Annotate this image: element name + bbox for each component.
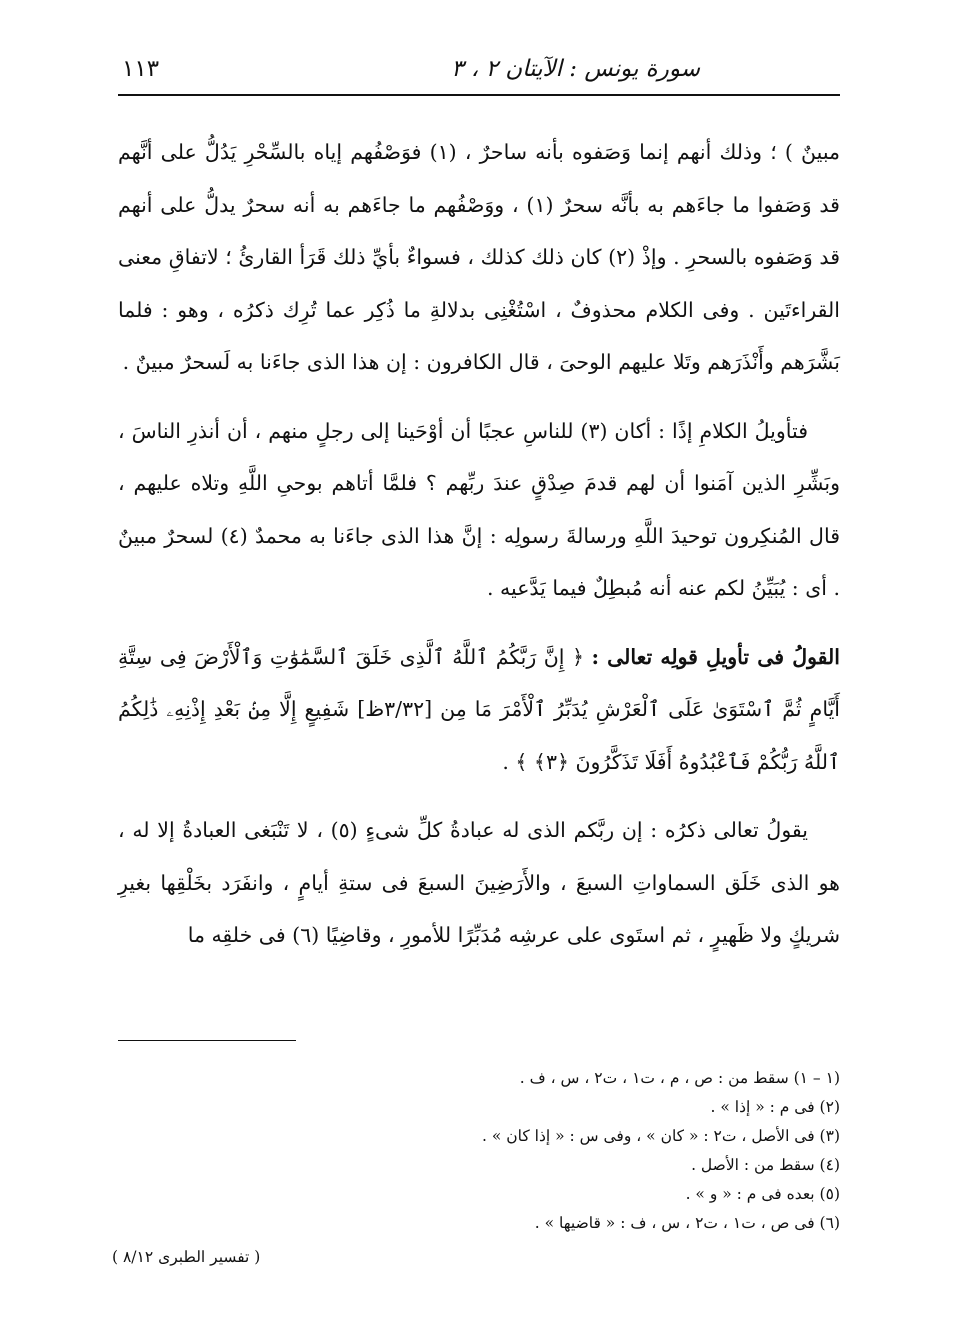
volume-signature: ( تفسير الطبرى ٨/١٢ ) xyxy=(112,1248,261,1266)
footnote-3: (٣) فى الأصل ، ت٢ : « كان » ، وفى س : « إذا كان » . xyxy=(481,1127,840,1145)
footnote-1: (١ – ١) سقط من : ص ، م ، ت١ ، ت٢ ، س ، ف . xyxy=(519,1069,840,1087)
section-heading: القولُ فى تأويلِ قولِه تعالى : xyxy=(591,644,840,669)
quran-verse: ﴿ إِنَّ رَبَّكُمُ ٱللَّهُ ٱلَّذِى خَلَقَ ٱلسَّمَٰوَٰتِ وَٱلْأَرْضَ فِى سِتَّةِ أَيَّامٍ ثُمَّ ٱسْتَوَىٰ عَلَى ٱلْعَرْشِ يُدَبِّرُ ٱلْأَمْرَ مَا مِن [٣/٣٢ظ] شَفِيعٍ إِلَّا مِنۢ بَعْدِ إِذْنِهِۦ ذَٰلِكُمُ ٱللَّهُ رَبُّكُمْ فَٱعْبُدُوهُ أَفَلَا تَذَكَّرُونَ ﴿٣﴾ ﴾ . xyxy=(118,644,840,774)
paragraph-2: فتأويلُ الكلامِ إذًا : أكان (٣) للناسِ عجبًا أن أوْحَينا إلى رجلٍ منهم ، أن أنذرِ الناسَ ، وبَشِّرِ الذين آمَنوا أن لهم قدمَ صِدْقٍ عندَ ربِّهم ؟ فلمَّا أتاهم بوحىِ اللَّهِ وتلاه عليهم ، قال المُنكِرون توحيدَ اللَّهِ ورسالةَ رسولِه : إنَّ هذا الذى جاءَنا به محمدٌ (٤) لسحرٌ مبينٌ . أى : يُبَيِّنُ لكم عنه أنه مُبطِلٌ فيما يَدَّعيه . xyxy=(118,418,840,600)
page-header xyxy=(118,52,840,92)
running-title: سورة يونس : الآيتان ٢ ، ٣ xyxy=(451,56,700,82)
footnote-5: (٥) بعده فى م : « و » . xyxy=(685,1185,840,1203)
paragraph-3: يقولُ تعالى ذكرُه : إن ربَّكم الذى له عبادةُ كلِّ شىءٍ (٥) ، لا تَنْبَغى العبادةُ إلا له ، هو الذى خَلَق السماواتِ السبعَ ، والأَرَضِينَ السبعَ فى ستةِ أيامٍ ، وانفَرَد بخَلْقِها بغيرِ شريكٍ ولا ظَهيرٍ ، ثم استَوى على عرشِه مُدَبِّرًا للأمورِ ، وقاضِيًا (٦) فى خلقِه ما xyxy=(118,818,840,947)
footnotes xyxy=(280,1064,840,1238)
page-number: ١١٣ xyxy=(122,56,160,82)
footnote-rule xyxy=(118,1040,296,1041)
book-page xyxy=(112,40,841,1300)
paragraph-1: مبينٌ ) ؛ وذلك أنهم إنما وَصَفوه بأنه ساحرٌ ، (١) فوَصْفُهم إياه بالسِّحْرِ يَدُلُّ على أنَّهم قد وَصَفوا ما جاءَهم به بأنَّه سحرٌ (١) ، ووَصْفُهم ما جاءَهم به أنه سحرٌ يدلُّ على أنهم قد وَصَفوه بالسحرِ . وإذْ (٢) كان ذلك كذلك ، فسواءٌ بأيِّ ذلك قَرَأ القارئُ ؛ لاتفاقِ معنى القراءتَين . وفى الكلام محذوفٌ ، اسْتُغْنِى بدلالةِ ما ذُكِر عما تُرِك ذكرُه ، وهو : فلما بَشَّرَهم وأَنْذَرَهم وتَلا عليهم الوحىَ ، قال الكافرون : إن هذا الذى جاءَنا به لَسحرٌ مبينٌ . xyxy=(118,140,841,374)
header-rule xyxy=(118,94,840,96)
footnote-6: (٦) فى ص ، ت١ ، ت٢ ، س ، ف : « قاضيها » . xyxy=(534,1214,840,1232)
footnote-4: (٤) سقط من : الأصل . xyxy=(691,1156,840,1174)
body-text xyxy=(118,126,840,978)
footnote-2: (٢) فى م : « إذا » . xyxy=(710,1098,840,1116)
verse-heading-block xyxy=(118,631,840,789)
